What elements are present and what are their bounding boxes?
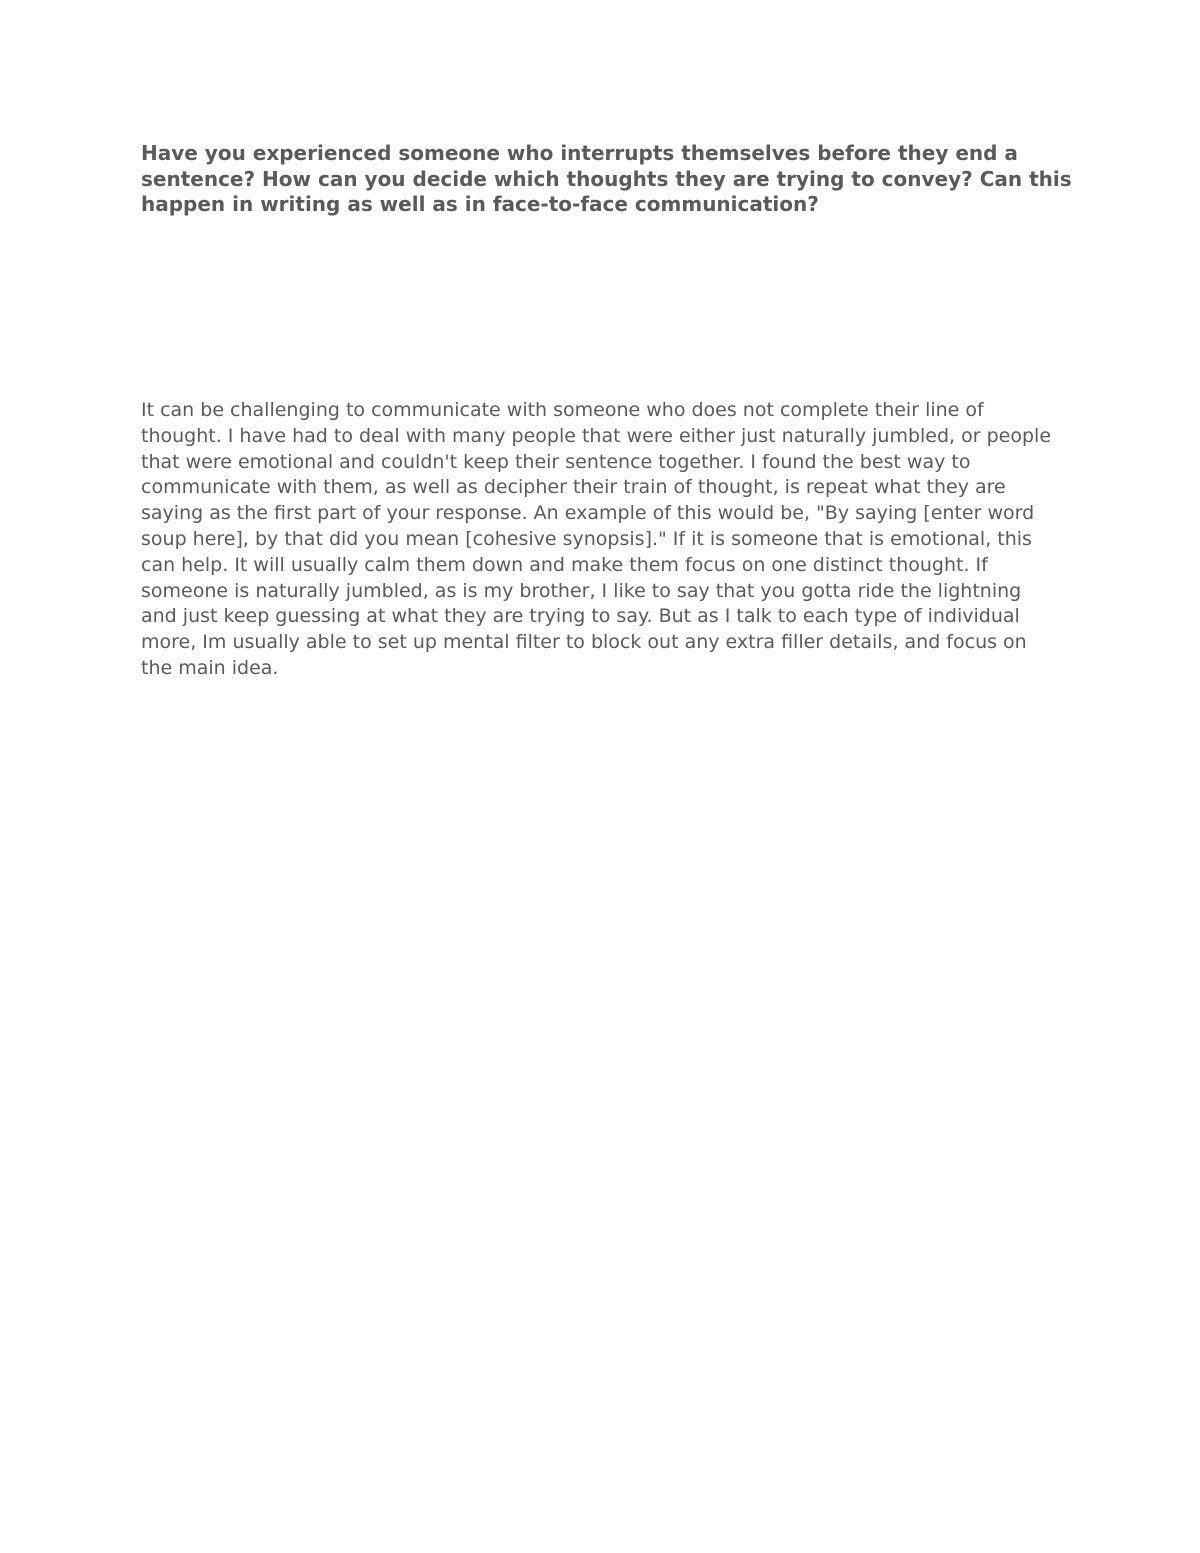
question-heading: Have you experienced someone who interrupts themselves before they end a sentence? How can you decide which thoughts they are trying to convey? Can this happen in writing as well as in face-to-face communication? [141, 141, 1072, 216]
answer-paragraph: It can be challenging to communicate with someone who does not complete their line of thought. I have had to deal with many people that were either just naturally jumbled, or people that were emotional and couldn't keep their sentence together. I found the best way to communicate with them, as well as decipher their train of thought, is repeat what they are saying as the first part of your response. An example of this would be, "By saying [enter word soup here], by that did you mean [cohesive synopsis]." If it is someone that is emotional, this can help. It will usually calm them down and make them focus on one distinct thought. If someone is naturally jumbled, as is my brother, I like to say that you gotta ride the lightning and just keep guessing at what they are trying to say. But as I talk to each type of individual more, Im usually able to set up mental filter to block out any extra filler details, and focus on the main idea. [141, 399, 1052, 679]
